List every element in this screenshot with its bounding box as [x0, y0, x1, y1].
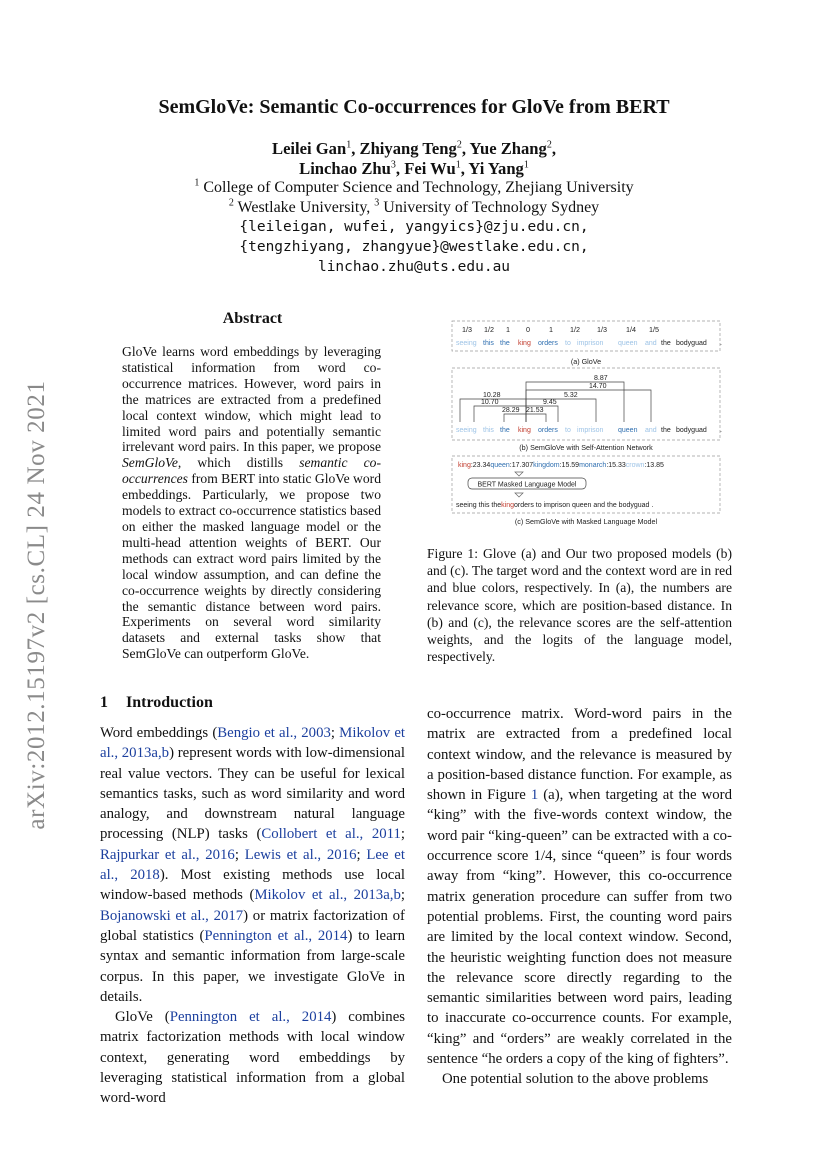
prediction-score: :15.33: [606, 462, 626, 469]
abstract-text: GloVe learns word embeddings by leveraging statistical information from word co-occurrence matrices. However, word pairs in the matrices are extracted from a predefined local context window, which might lead to limited word pairs and potentially semantic irrelevant word pairs. In this paper, we propose: [122, 344, 381, 455]
sentence-word: queen: [618, 340, 638, 347]
author-affiliation-marker: 3: [390, 159, 396, 171]
relevance-score: 1/4: [626, 325, 636, 334]
author-name: Yi Yang: [468, 159, 524, 178]
attention-weight: 8.87: [594, 375, 608, 382]
attention-arc: [504, 414, 526, 422]
affiliation-text: College of Computer Science and Technology, Zhejiang University: [199, 179, 634, 196]
sentence-word: the: [500, 340, 510, 347]
sentence-word: imprison: [577, 427, 604, 434]
bert-model-label: BERT Masked Language Model: [477, 481, 577, 489]
paragraph-text: ) represent words with low-dimensional real value vectors. They can be useful for lexical semantics tasks, such as word similarity and word analogy, and downstream natural language processing (NLP) tasks (: [100, 745, 405, 843]
citation-link[interactable]: Pennington et al., 2014: [169, 1009, 332, 1026]
paragraph: [427, 704, 732, 1069]
citation-link[interactable]: Mikolov et al., 2013a,b: [100, 725, 405, 762]
attention-weight: 10.28: [483, 392, 501, 399]
sentence-word: .: [720, 340, 722, 347]
relevance-score: 1/2: [484, 325, 494, 334]
figure-1: [446, 318, 726, 533]
affiliation-marker: 1: [194, 177, 200, 189]
section-number: 1: [100, 694, 108, 711]
author-affiliation-marker: 2: [546, 139, 552, 151]
panel-c-caption: (c) SemGloVe with Masked Language Model: [514, 517, 658, 526]
affiliations: [0, 178, 828, 218]
paragraph-text: ) to learn syntax and semantic information from large-scale corpus. In this paper, we investigate GloVe in details.: [100, 927, 405, 1005]
sentence-word: queen: [618, 427, 638, 434]
paragraph-text: ) or matrix factorization of global statistics (: [100, 907, 405, 944]
author-affiliation-marker: 1: [346, 139, 352, 151]
relevance-score: 1/3: [462, 325, 472, 334]
paragraph-text: One potential solution to the above problems: [442, 1071, 709, 1088]
relevance-score: 1: [549, 325, 553, 334]
author-line-1: [0, 139, 828, 159]
attention-weight: 5.32: [564, 392, 578, 399]
attention-weight: 10.70: [481, 399, 499, 406]
prediction-word: king: [458, 462, 471, 469]
affiliation-2: [0, 198, 828, 218]
affiliation-marker: 3: [374, 197, 380, 209]
author-name: Fei Wu: [404, 159, 456, 178]
paper-title: SemGloVe: Semantic Co-occurrences for GloVe from BERT: [158, 96, 670, 118]
sentence-word: seeing: [456, 340, 477, 347]
abstract-emphasis: semantic co-occurrences: [122, 455, 382, 487]
sentence-word: seeing: [456, 427, 477, 434]
paragraph-text: ;: [400, 887, 405, 904]
abstract-emphasis: SemGloVe: [122, 455, 178, 471]
prediction-word: kingdom: [533, 462, 560, 469]
citation-link[interactable]: 1: [530, 787, 539, 804]
sentence-text: orders to imprison queen and the bodyguad .: [514, 502, 654, 509]
author-line-2: [0, 159, 828, 179]
up-arrow-icon: [515, 493, 523, 497]
prediction-score: :15.59: [559, 462, 580, 469]
panel-a-caption: (a) GloVe: [570, 357, 602, 366]
paragraph-text: GloVe (: [115, 1009, 170, 1026]
sentence-word: king: [518, 427, 531, 434]
sentence-word: .: [720, 427, 722, 434]
sentence-word: king: [518, 340, 531, 347]
author-separator: ,: [460, 159, 469, 178]
prediction-word: monarch: [579, 462, 607, 469]
citation-link[interactable]: Lee et al., 2018: [100, 846, 405, 884]
paragraph-text: ) combines matrix factorization methods with local window context, generating word embeddings by leveraging statistical information from a global word-word: [100, 1009, 406, 1107]
author-separator: ,: [461, 139, 470, 158]
abstract-heading: Abstract: [222, 310, 283, 327]
arxiv-id: arXiv:2012.15197v2 [cs.CL] 24 Nov 2021: [23, 380, 50, 830]
author-list: [0, 139, 828, 179]
attention-weight: 14.70: [589, 383, 607, 390]
attention-weight: 9.45: [543, 399, 557, 406]
citation-link[interactable]: Pennington et al., 2014: [204, 927, 348, 944]
paragraph-text: ). Most existing methods use local window-based methods (: [100, 867, 405, 904]
sentence-word: orders: [538, 340, 558, 347]
section-title: Introduction: [126, 694, 213, 711]
email-line[interactable]: linchao.zhu@uts.edu.au: [317, 259, 511, 275]
sentence-word: bodyguad: [676, 340, 707, 347]
author-separator: ,: [551, 139, 556, 158]
citation-link[interactable]: Bengio et al., 2003: [217, 725, 331, 741]
author-affiliation-marker: 1: [523, 159, 529, 171]
sentence-word: and: [645, 427, 657, 434]
relevance-score: 1: [506, 325, 510, 334]
intro-column-left: [100, 723, 405, 1109]
sentence-word: the: [661, 427, 671, 434]
citation-link[interactable]: Lewis et al., 2016: [244, 846, 357, 863]
author-separator: ,: [351, 139, 360, 158]
attention-weight: 21.53: [526, 407, 544, 414]
attention-weight: 28.29: [502, 407, 520, 414]
abstract-text: , which distills: [177, 455, 300, 471]
attention-arc: [526, 382, 624, 422]
author-affiliation-marker: 1: [455, 159, 461, 171]
citation-link[interactable]: Collobert et al., 2011: [261, 826, 401, 843]
relevance-score: 1/3: [597, 325, 607, 334]
affiliation-text: Westlake University,: [233, 199, 375, 216]
paragraph-text: (a), when targeting at the word “king” with the five-words context window, the word pair “king-queen” can be extracted with a co-occurrence score 1/4, since “queen” is four words away from “king”. However, this co-occurrence matrix generation procedure can suffer from two potential problems. First, the counting word pairs are limited by the local context window. Second, the heuristic weighting function does not measure the relevance score directly regarding to the semantic similarities between word pairs, leading to inaccurate co-occurrence counts. For example, “king” and “orders” are weakly correlated in the sentence “he orders a copy of the king of fighters”.: [427, 787, 732, 1068]
email-line[interactable]: {leileigan, wufei, yangyics}@zju.edu.cn,: [239, 219, 589, 235]
affiliation-text: University of Technology Sydney: [379, 199, 600, 216]
citation-link[interactable]: Rajpurkar et al., 2016: [100, 846, 235, 863]
sentence-word: to: [565, 427, 571, 434]
sentence-word: imprison: [577, 340, 604, 347]
prediction-score: :23.34: [470, 462, 491, 469]
paragraph-text: ;: [356, 846, 367, 863]
author-name: Yue Zhang: [469, 139, 547, 158]
citation-link[interactable]: Bojanowski et al., 2017: [100, 907, 244, 924]
paragraph: [100, 723, 405, 1007]
sentence-word: the: [661, 340, 671, 347]
affiliation-1: [0, 178, 828, 198]
sentence-word: this: [483, 427, 494, 434]
sentence-word: bodyguad: [676, 427, 707, 434]
relevance-score: 1/2: [570, 325, 580, 334]
sentence-text: seeing this the: [456, 502, 502, 509]
paragraph-text: ;: [330, 725, 340, 741]
email-line[interactable]: {tengzhiyang, zhangyue}@westlake.edu.cn,: [239, 239, 589, 255]
figure-1-caption: Figure 1: Glove (a) and Our two proposed models (b) and (c). The target word and the context word are in red and blue colors, respectively. In (a), the numbers are relevance score, which are position-based distance. In (b) and (c), the relevance scores are the self-attention weights, and the logits of the language model, respectively.: [427, 546, 732, 665]
citation-link[interactable]: Mikolov et al., 2013a,b: [254, 887, 401, 904]
author-separator: ,: [395, 159, 405, 178]
intro-column-right: [427, 704, 732, 1090]
panel-b-caption: (b) SemGloVe with Self-Attention Network: [519, 443, 653, 452]
sentence-word: the: [500, 427, 510, 434]
figure-1-diagram: [446, 318, 726, 533]
sentence-word: and: [645, 340, 657, 347]
sentence-text: king: [501, 502, 514, 509]
arxiv-stamp: [22, 365, 52, 845]
paragraph: [100, 1007, 405, 1108]
author-name: Leilei Gan: [272, 139, 347, 158]
author-emails: [0, 217, 828, 277]
author-name: Zhiyang Teng: [359, 139, 457, 158]
paragraph-text: ;: [400, 826, 406, 843]
sentence-word: this: [483, 340, 494, 347]
abstract-body: [122, 344, 381, 662]
paragraph-text: ;: [234, 846, 245, 863]
affiliation-marker: 2: [228, 197, 234, 209]
prediction-score: :13.85: [644, 462, 664, 469]
prediction-score: :17.307: [509, 462, 534, 469]
author-affiliation-marker: 2: [456, 139, 462, 151]
abstract-text: from BERT into static GloVe word embeddings. Particularly, we propose two models to extract co-occurrence statistics based on either the masked language model or the multi-head attention weights of BERT. Our methods can extract word pairs limited by the local window assumption, and can define the co-occurrence weights by directly considering the semantic distance between word pairs. Experiments on several word similarity datasets and external tasks show that SemGloVe can outperform GloVe.: [122, 471, 381, 662]
prediction-word: queen: [490, 462, 510, 469]
author-name: Linchao Zhu: [299, 159, 391, 178]
paragraph: [427, 1069, 732, 1089]
paragraph-text: co-occurrence matrix. Word-word pairs in the matrix are extracted from a predefined local context window, and the relevance is measured by a position-based distance function. For example, as shown in Figure: [427, 706, 732, 804]
up-arrow-icon: [515, 472, 523, 476]
prediction-word: crown: [625, 462, 645, 469]
relevance-score: 0: [526, 325, 530, 334]
section-heading-introduction: [100, 694, 213, 712]
paragraph-text: Word embeddings (: [100, 725, 218, 741]
sentence-word: to: [565, 340, 571, 347]
relevance-score: 1/5: [649, 325, 659, 334]
sentence-word: orders: [538, 427, 558, 434]
attention-arc: [526, 414, 546, 422]
